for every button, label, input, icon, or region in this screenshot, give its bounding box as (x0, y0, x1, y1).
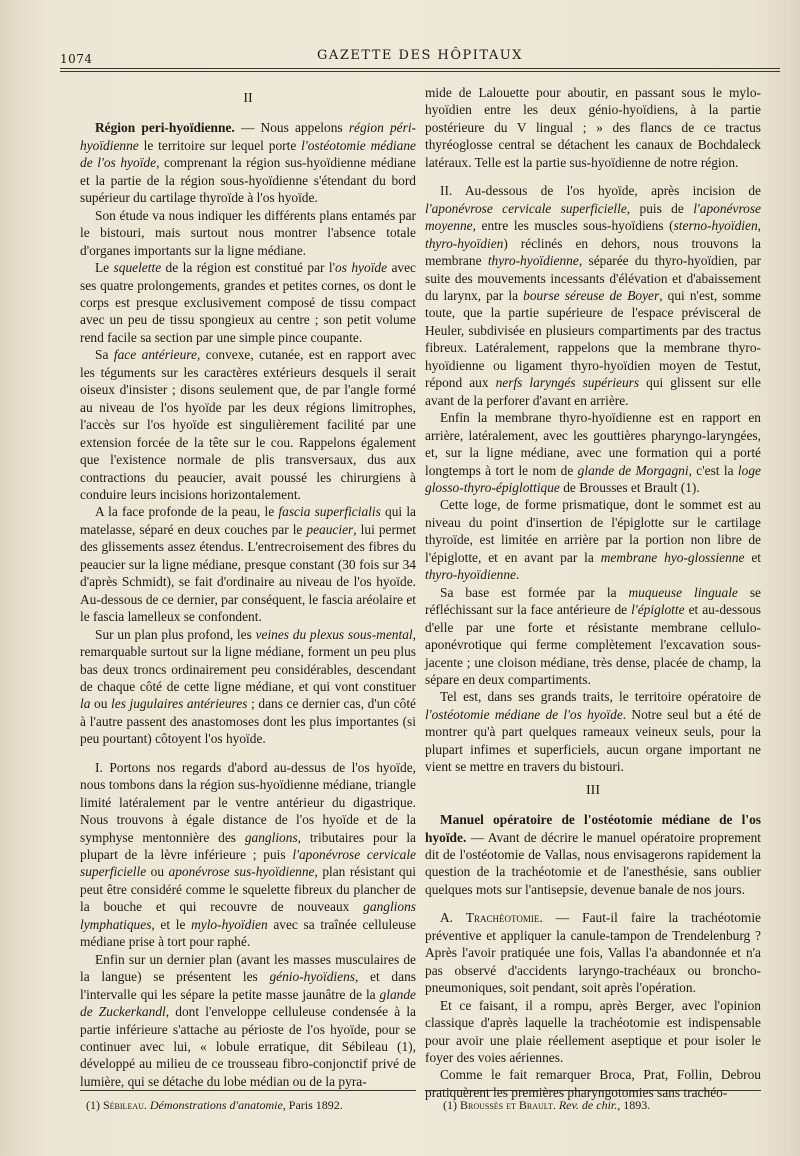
journal-title: GAZETTE DES HÔPITAUX (317, 48, 523, 63)
page-number: 1074 (60, 52, 93, 66)
header-rule-double (60, 71, 780, 72)
footnote-rule (80, 1090, 416, 1091)
section-number: III (586, 782, 600, 798)
footnote-rule (425, 1090, 761, 1091)
paragraph: Comme le fait remarquer Broca, Prat, Follin, Debrou pratiquèrent les premières pharyngotomies sans trachéo- (425, 1067, 761, 1100)
paragraph: mide de Lalouette pour aboutir, en passant sous le mylo-hyoïdien entre les deux génio-hyoïdiens, à la partie postérieure du V lingual ; » des flancs de ce tractus thyréoglosse central se détachent les canaux de Bochdaleck latéraux. Telle est la partie sus-hyoïdienne de notre région. (425, 85, 761, 170)
paragraph: Sur un plan plus profond, les veines du plexus sous-mental, remarquable surtout sur la ligne médiane, forment un peu plus bas deux troncs ordinairement peu considérables, descendant de chaque côté de cette ligne médiane, et qui vont constituer la ou les jugulaires antérieures ; dans ce dernier cas, d'un côté à l'autre passent des anastomoses dont les plus importantes (si peu pourtant) côtoyent l'os hyoïde. (80, 626, 417, 747)
paragraph: Sa face antérieure, convexe, cutanée, est en rapport avec les téguments sur les caractères extérieurs desquels il serait oiseux d'insister ; disons seulement que, de par l'angle formé au niveau de l'os hyoïde par les deux régions limitrophes, l'accès sur l'os hyoïde est singulièrement facilité par une extension forcée de la tête sur le cou. Rappelons également que l'existence normale de plis transversaux, dus aux contractions du peaucier, avait poussé les chirurgiens à conduire leurs incisions horizontalement. (80, 347, 416, 502)
paragraph: A la face profonde de la peau, le fascia superficialis qui la matelasse, séparé en deux couches par le peaucier, lui permet des glissements assez étendus. L'entrecroisement des fibres du peaucier sur la ligne médiane, presque constant (30 fois sur 34 d'après Schmidt), se fait d'ordinaire au niveau de l'os hyoïde. Au-dessous de ce dernier, par conséquent, le fascia aréolaire et le fascia lamelleux se confondent. (80, 504, 416, 625)
paragraph: Sa base est formée par la muqueuse linguale se réfléchissant sur la face antérieure de l'épiglotte et au-dessous d'elle par une forte et résistante membrane cellulo-aponévrotique qui ferme complètement l'excavation sous-jacente ; une cloison médiane, très dense, placée de champ, la sépare en deux compartiments. (425, 584, 761, 687)
paragraph: I. Portons nos regards d'abord au-dessus de l'os hyoïde, nous tombons dans la région sus-hyoïdienne médiane, triangle limité latéralement par le ventre antérieur du digastrique. Nous trouvons à égale distance de l'os hyoïde et de la symphyse mentonnière des ganglions, tributaires pour la plupart de la lèvre inférieure ; puis l'aponévrose cervicale superficielle ou aponévrose sus-hyoïdienne, plan résistant qui peut être considéré comme le squelette fibreux du plancher de la bouche et qui recouvre de nouveaux ganglions lymphatiques, et le mylo-hyoïdien avec sa traînée celluleuse médiane prise à tort pour raphé. (80, 759, 417, 950)
paragraph: Son étude va nous indiquer les différents plans entamés par le bistouri, mais surtout nous montrer l'absence totale d'organes importants sur la ligne médiane. (80, 207, 416, 258)
paragraph: Et ce faisant, il a rompu, après Berger, avec l'opinion classique d'après laquelle la trachéotomie est indispensable pour avoir une plaie réellement aseptique et pour isoler le foyer des voies aériennes. (425, 997, 761, 1066)
section-number: II (243, 91, 253, 106)
footnote-left: (1) Sébileau. Démonstrations d'anatomie, Paris 1892. (86, 1098, 343, 1112)
paragraph: Tel est, dans ses grands traits, le territoire opératoire de l'ostéotomie médiane de l'os hyoïde. Notre seul but a été de montrer qu'à part quelques rameaux veineux seuls, pour la plupart infimes et superficiels, aucun organe important ne vient se mettre en travers du bistouri. (425, 689, 761, 775)
paragraph-gap (425, 171, 761, 182)
right-column (425, 84, 761, 1101)
subsection-label: A. Trachéotomie. (440, 910, 543, 926)
paragraph: II. Au-dessous de l'os hyoïde, après incision de l'aponévrose cervicale superficielle, puis de l'aponévrose moyenne, entre les muscles sous-hyoïdiens (sterno-hyoïdien, thyro-hyoïdien) réclinés en dehors, nous trouvons la membrane thyro-hyoïdienne, séparée du thyro-hyoïdien, par suite des mouvements incessants d'élévation et d'abaissement du larynx, par la bourse séreuse de Boyer, qui n'est, somme toute, que la partie supérieure de l'espace prévisceral de Heuler, subdivisée en plusieurs compartiments par des tractus fibreux. Latéralement, rappelons que la membrane thyro-hyoïdienne ou ligament thyro-hyoïdien moyen de Testut, répond aux nerfs laryngés supérieurs qui glissent sur elle avant de la perforer d'avant en arrière. (425, 183, 762, 408)
paragraph-gap (425, 898, 761, 909)
paragraph: Manuel opératoire de l'ostéotomie médiane de l'os hyoïde. — Avant de décrire le manuel opératoire proprement dit de l'ostéotomie de Vallas, nous envisagerons rapidement la question de la trachéotomie et de l'anesthésie, sans oublier quelques mots sur l'antisepsie, devenue banale de nos jours. (425, 812, 761, 897)
paragraph-gap (80, 748, 416, 759)
paragraph: Le squelette de la région est constitué par l'os hyoïde avec ses quatre prolongements, grandes et petites cornes, os dont le corps est presque exclusivement composé de tissu compact avec un peu de tissu spongieux au centre ; son petit volume rend facile sa section par une simple pince coupante. (80, 260, 417, 345)
paragraph: A. Trachéotomie. — Faut-il faire la trachéotomie préventive et appliquer la canule-tampon de Trendelenburg ? Après l'avoir pratiquée une fois, Vallas l'a abandonnée et n'a pas observé d'accidents laryngo-trachéaux ou broncho-pneumoniques, soit pendant, soit après l'opération. (425, 910, 762, 996)
left-column (80, 84, 416, 1090)
header-rule (60, 68, 780, 69)
paragraph: Enfin la membrane thyro-hyoïdienne est en rapport en arrière, latéralement, avec les gouttières pharyngo-laryngées, et, sur la ligne médiane, avec une formation qui a porté longtemps à tort le nom de glande de Morgagni, c'est la loge glosso-thyro-épiglottique de Brousses et Brault (1). (425, 410, 761, 495)
section-heading: Région peri-hyoïdienne. (95, 120, 235, 136)
paragraph: Cette loge, de forme prismatique, dont le sommet est au niveau du point d'insertion de l'épiglotte sur le cartilage thyroïde, est limitée en arrière par la portion non libre de l'épiglotte, et en avant par la membrane hyo-glossienne et thyro-hyoïdienne. (425, 497, 762, 583)
footnote-right: (1) Broussès et Brault. Rev. de chir., 1893. (443, 1098, 651, 1112)
paragraph: Région peri-hyoïdienne. — Nous appelons région péri-hyoïdienne le territoire sur lequel porte l'ostéotomie médiane de l'os hyoïde, comprenant la région sus-hyoïdienne médiane et la partie de la région sous-hyoïdienne s'étendant du bord supérieur du cartilage thyroïde à l'os hyoïde. (80, 120, 417, 206)
paragraph: Enfin sur un dernier plan (avant les masses musculaires de la langue) se présentent les génio-hyoïdiens, et dans l'intervalle qui les sépare la petite masse jaunâtre de la glande de Zuckerkandl, dont l'enveloppe celluleuse condensée à la partie inférieure s'attache au périoste de l'os hyoïde, pour se continuer avec lui, « lobule erratique, dit Sébileau (1), développé au milieu de ce trousseau fibro-conjonctif privé de lumière, qui se détache du lobe médian ou de la pyra- (80, 951, 417, 1089)
running-header (60, 46, 780, 66)
section-heading: Manuel opératoire de l'ostéotomie médiane de l'os hyoïde. (425, 812, 761, 845)
